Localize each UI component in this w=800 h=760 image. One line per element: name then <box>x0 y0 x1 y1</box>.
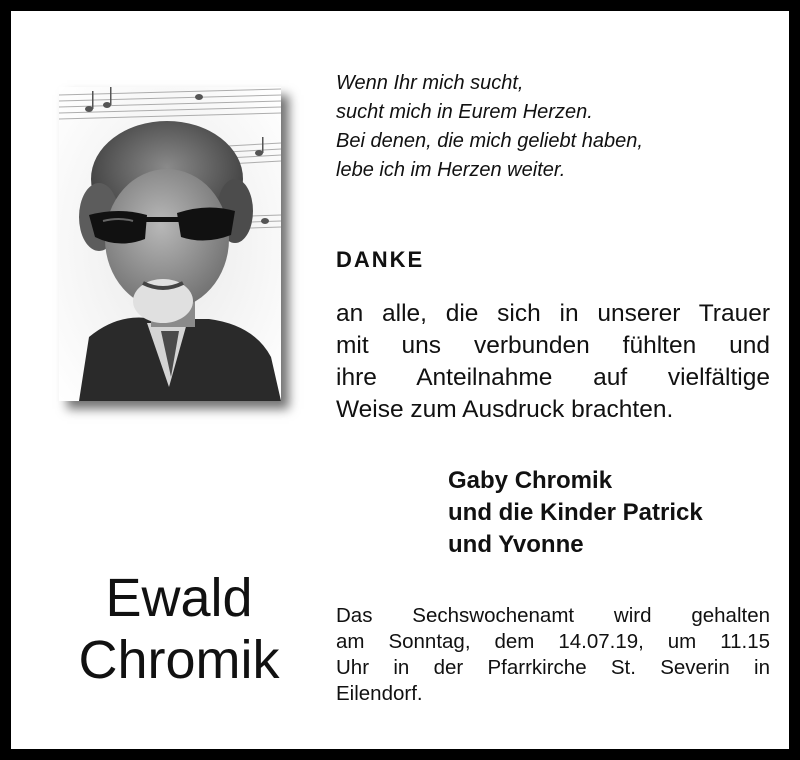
notice-line: Uhr in der Pfarrkirche St. Severin in <box>336 656 770 679</box>
signature <box>448 465 703 561</box>
first-name: Ewald <box>105 568 253 628</box>
verse-line: lebe ich im Herzen weiter. <box>336 159 566 181</box>
last-name: Chromik <box>78 630 280 690</box>
thanks-line: an alle, die sich in unserer Trauer <box>336 300 770 327</box>
mass-notice <box>336 603 770 707</box>
notice-line: am Sonntag, dem 14.07.19, um 11.15 <box>336 630 770 653</box>
verse <box>336 69 776 185</box>
signature-line: und Yvonne <box>448 531 584 558</box>
deceased-name <box>39 567 319 691</box>
notice-line: Das Sechswochenamt wird gehalten <box>336 604 770 627</box>
thanks-text <box>336 298 770 426</box>
portrait-illustration <box>59 87 281 401</box>
verse-line: Bei denen, die mich geliebt haben, <box>336 130 643 152</box>
thanks-line: Weise zum Ausdruck brachten. <box>336 396 674 423</box>
verse-line: Wenn Ihr mich sucht, <box>336 72 524 94</box>
verse-line: sucht mich in Eurem Herzen. <box>336 101 593 123</box>
portrait-photo <box>59 87 281 401</box>
thanks-line: ihre Anteilnahme auf vielfältige <box>336 364 770 391</box>
notice-line: Eilendorf. <box>336 682 423 705</box>
signature-line: Gaby Chromik <box>448 467 613 494</box>
thanks-heading: DANKE <box>336 247 425 272</box>
signature-line: und die Kinder Patrick <box>448 499 703 526</box>
thanks-line: mit uns verbunden fühlten und <box>336 332 770 359</box>
